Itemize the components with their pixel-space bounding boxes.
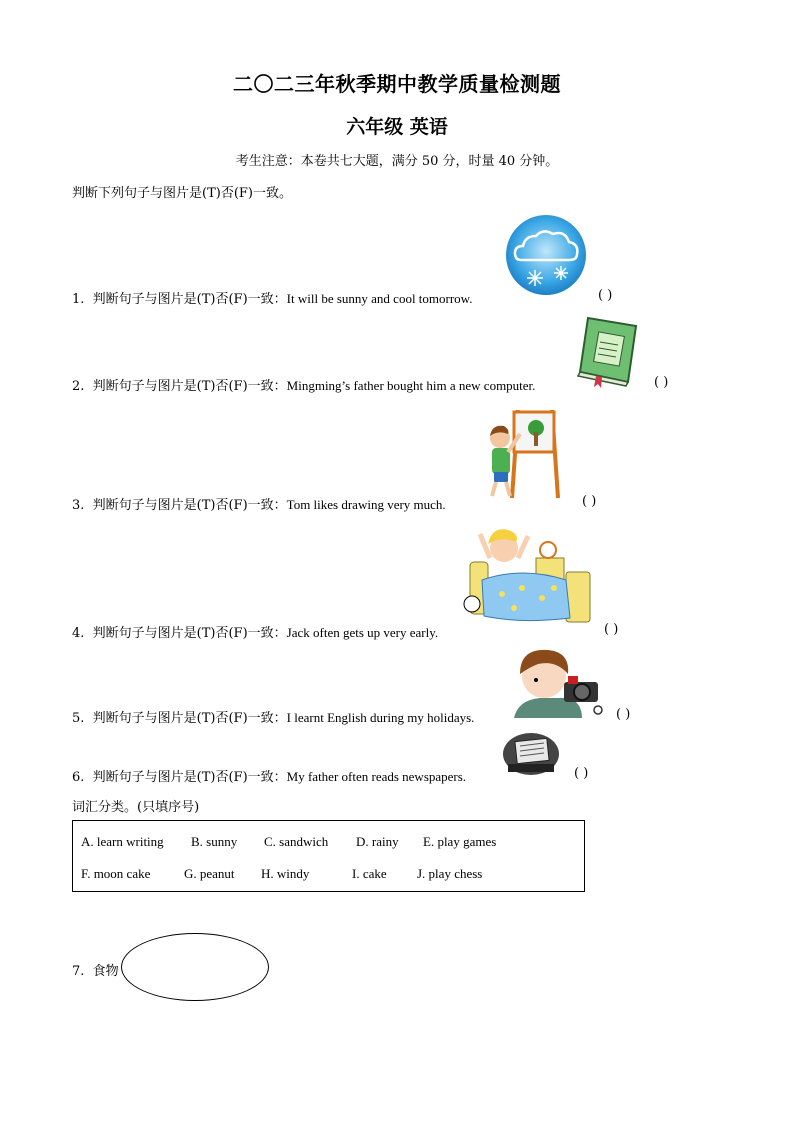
- question-6: 6. 判断句子与图片是(T)否(F)一致：My father often reads newspapers.: [72, 769, 467, 785]
- vocab-item: D. rainy: [356, 834, 399, 849]
- book-icon: [570, 312, 642, 388]
- vocab-item: A. learn writing: [81, 834, 164, 849]
- vocab-item: H. windy: [261, 866, 310, 881]
- answer-paren-1[interactable]: ( ): [598, 288, 613, 303]
- question-3: 3. 判断句子与图片是(T)否(F)一致：Tom likes drawing very much.: [72, 497, 446, 513]
- answer-paren-5[interactable]: ( ): [616, 707, 631, 722]
- boy-with-camera-image: [508, 644, 606, 718]
- vocab-item: C. sandwich: [264, 834, 329, 849]
- section1-instruction: 判断下列句子与图片是(T)否(F)一致。: [72, 186, 292, 201]
- page-subtitle: 六年级 英语: [346, 116, 448, 138]
- vocab-item: J. play chess: [417, 866, 483, 881]
- vocab-item: I. cake: [352, 866, 387, 881]
- answer-paren-2[interactable]: ( ): [654, 375, 669, 390]
- answer-paren-6[interactable]: ( ): [574, 766, 589, 781]
- man-reading-newspaper-image: [502, 732, 560, 776]
- snow-cloud-icon: [505, 214, 587, 296]
- boy-painting-image: [478, 404, 560, 500]
- vocabulary-box: [72, 820, 585, 892]
- exam-notice: 考生注意：本卷共七大题，满分 50 分，时量 40 分钟。: [235, 154, 559, 169]
- boy-waking-in-bed-image: [462, 518, 594, 628]
- question-7: 7. 食物: [72, 964, 119, 979]
- question-4: 4. 判断句子与图片是(T)否(F)一致：Jack often gets up very early.: [72, 625, 439, 641]
- section2-instruction: 词汇分类。(只填序号): [72, 800, 200, 815]
- page-title: 二〇二三年秋季期中教学质量检测题: [233, 72, 561, 96]
- vocab-item: B. sunny: [191, 834, 238, 849]
- question-1: 1. 判断句子与图片是(T)否(F)一致：It will be sunny and cool tomorrow.: [72, 291, 473, 307]
- question-2: 2. 判断句子与图片是(T)否(F)一致：Mingming’s father bought him a new computer.: [72, 378, 536, 394]
- answer-paren-3[interactable]: ( ): [582, 494, 597, 509]
- question-5: 5. 判断句子与图片是(T)否(F)一致：I learnt English during my holidays.: [72, 710, 475, 726]
- vocab-item: F. moon cake: [81, 866, 151, 881]
- answer-oval-food[interactable]: [121, 933, 269, 1001]
- vocab-item: E. play games: [423, 834, 497, 849]
- answer-paren-4[interactable]: ( ): [604, 622, 619, 637]
- vocab-item: G. peanut: [184, 866, 235, 881]
